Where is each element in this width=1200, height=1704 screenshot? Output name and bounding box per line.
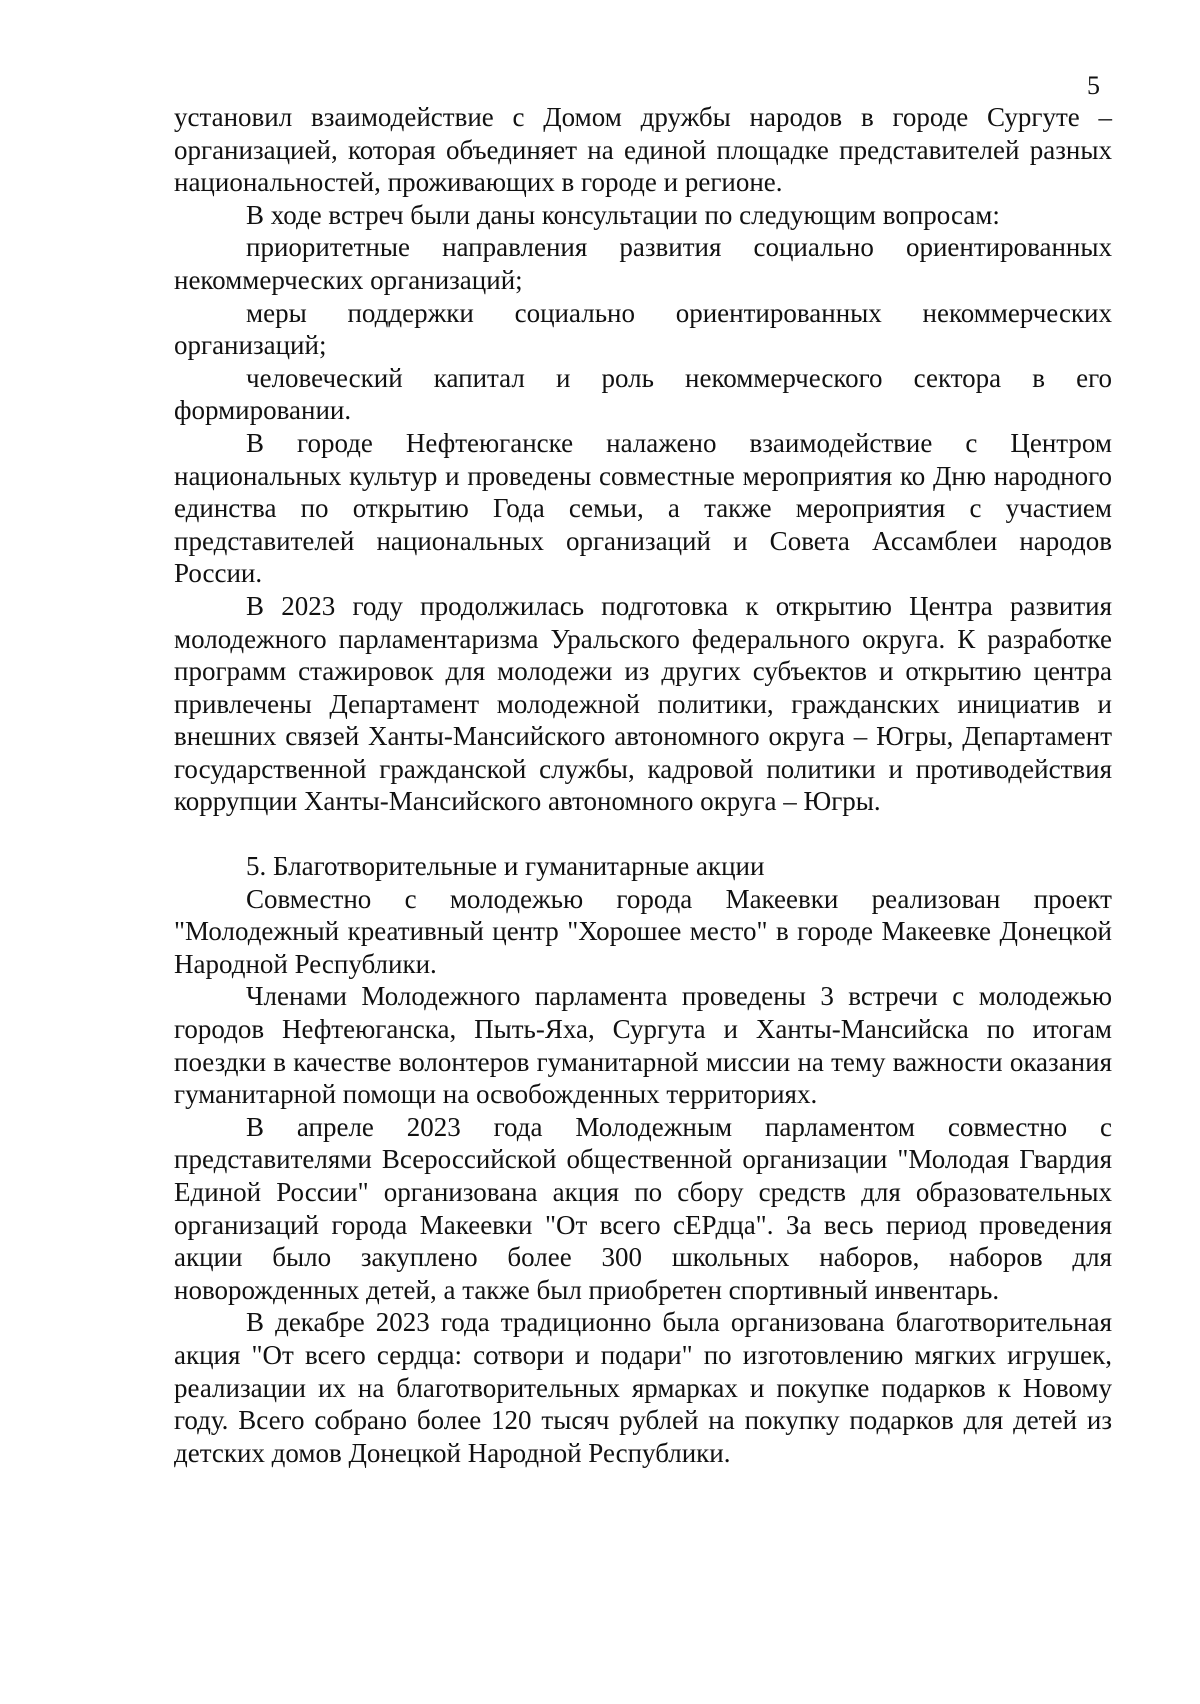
- paragraph-nefteyugansk: В городе Нефтеюганске налажено взаимодействие с Центром национальных культур и проведены совместные мероприятия ко Дню народного единства по открытию Года семьи, а также мероприятия с участием представителей национальных организаций и Совета Ассамблеи народов России.: [174, 427, 1112, 589]
- section-heading: 5. Благотворительные и гуманитарные акции: [246, 851, 765, 882]
- list-item-priority-directions: приоритетные направления развития социально ориентированных некоммерческих организаций;: [174, 232, 1112, 295]
- paragraph-parliamentarism-center: В 2023 году продолжилась подготовка к открытию Центра развития молодежного парламентаризма Уральского федерального округа. К разработке программ стажировок для молодежи из других субъектов и открытию центра привлечены Департамент молодежной политики, гражданских инициатив и внешних связей Ханты-Мансийского автономного округа – Югры, Департамент государственной гражданской службы, кадровой политики и противодействия коррупции Ханты-Мансийского автономного округа – Югры.: [174, 590, 1112, 817]
- paragraph-continuation: установил взаимодействие с Домом дружбы народов в городе Сургуте – организацией, которая объединяет на единой площадке представителей разных национальностей, проживающих в городе и регионе.: [174, 102, 1112, 198]
- paragraph-youth-meetings: Членами Молодежного парламента проведены 3 встречи с молодежью городов Нефтеюганска, Пыть-Яха, Сургута и Ханты-Мансийска по итогам поездки в качестве волонтеров гуманитарной миссии на тему важности оказания гуманитарной помощи на освобожденных территориях.: [174, 981, 1112, 1110]
- document-body: [174, 101, 1112, 1469]
- page-number: 5: [1087, 71, 1100, 100]
- list-item-support-measures: меры поддержки социально ориентированных некоммерческих организаций;: [174, 297, 1112, 361]
- list-item-human-capital: человеческий капитал и роль некоммерческого сектора в его формировании.: [174, 362, 1112, 426]
- paragraph-makeevka-project: Совместно с молодежью города Макеевки реализован проект "Молодежный креативный центр "Хорошее место" в городе Макеевке Донецкой Народной Республики.: [174, 883, 1112, 979]
- paragraph-consultations-intro: В ходе встреч были даны консультации по следующим вопросам:: [246, 199, 1000, 230]
- paragraph-april-action: В апреле 2023 года Молодежным парламентом совместно с представителями Всероссийской общественной организации "Молодая Гвардия Единой России" организована акция по сбору средств для образовательных организаций города Макеевки "От всего сЕРдца". За весь период проведения акции было закуплено более 300 школьных наборов, наборов для новорожденных детей, а также был приобретен спортивный инвентарь.: [174, 1111, 1112, 1305]
- paragraph-december-action: В декабре 2023 года традиционно была организована благотворительная акция "От всего сердца: сотвори и подари" по изготовлению мягких игрушек, реализации их на благотворительных ярмарках и покупке подарков к Новому году. Всего собрано более 120 тысяч рублей на покупку подарков для детей из детских домов Донецкой Народной Республики.: [174, 1307, 1112, 1468]
- section-spacer: [174, 818, 1112, 850]
